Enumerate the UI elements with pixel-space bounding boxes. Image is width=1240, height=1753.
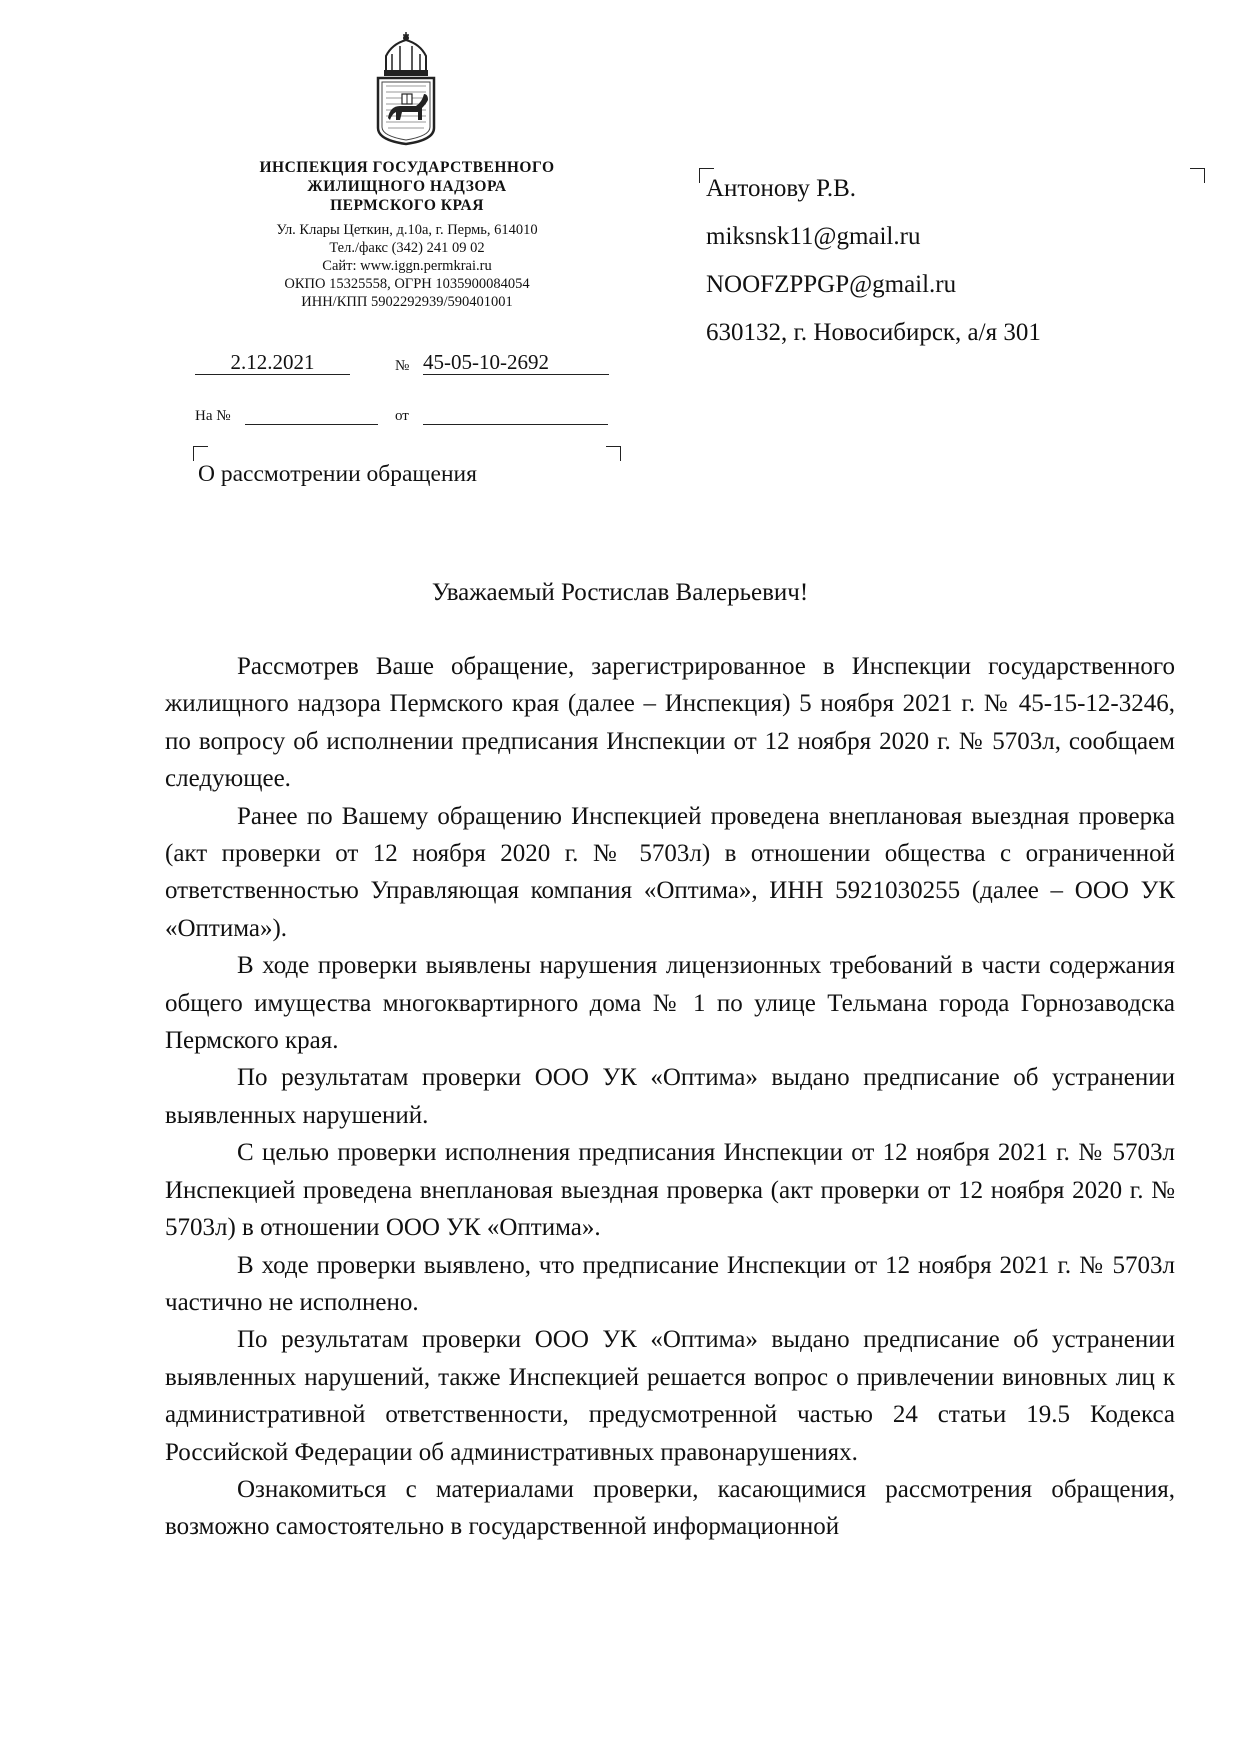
org-name-line: ЖИЛИЩНОГО НАДЗОРА	[307, 178, 507, 195]
reference-date-line	[423, 424, 608, 425]
addressee-email: NOOFZPPGP@gmail.ru	[706, 271, 957, 298]
addressee-email: miksnsk11@gmail.ru	[706, 223, 921, 250]
org-inn: ИНН/КПП 5902292939/590401001	[301, 294, 513, 310]
addressee-block	[706, 165, 1041, 357]
body-paragraph: Ознакомиться с материалами проверки, касающимися рассмотрения обращения, возможно самостоятельно в государственной информационной	[165, 1475, 1175, 1541]
registration-number: 45-05-10-2692	[423, 350, 609, 375]
body-paragraph: По результатам проверки ООО УК «Оптима» выдано предписание об устранении выявленных нарушений.	[165, 1064, 1175, 1129]
body-paragraph: В ходе проверки выявлены нарушения лицензионных требований в части содержания общего имущества многоквартирного дома № 1 по улице Тельмана города Горнозаводска Пермского края.	[165, 952, 1175, 1055]
subject-corner-left	[193, 446, 208, 461]
reference-from-label: от	[395, 408, 409, 424]
org-name-line: ИНСПЕКЦИЯ ГОСУДАРСТВЕННОГО	[259, 159, 555, 176]
reference-number-line	[245, 424, 378, 425]
org-site: Сайт: www.iggn.permkrai.ru	[322, 258, 492, 274]
body-paragraph: В ходе проверки выявлено, что предписание Инспекции от 12 ноября 2021 г. № 5703л частично не исполнено.	[165, 1251, 1175, 1316]
subject-corner-right	[606, 446, 621, 461]
addressee-postal-address: 630132, г. Новосибирск, а/я 301	[706, 319, 1041, 346]
reference-row	[195, 408, 615, 430]
registration-date: 2.12.2021	[195, 350, 350, 375]
body-paragraph: По результатам проверки ООО УК «Оптима» выдано предписание об устранении выявленных нарушений, также Инспекцией решается вопрос о привлечении виновных лиц к административной ответственности, предусмотренной частью 24 статьи 19.5 Кодекса Российской Федерации об административных правонарушениях.	[165, 1326, 1175, 1466]
org-okpo: ОКПО 15325558, ОГРН 1035900084054	[284, 276, 530, 292]
addressee-name: Антонову Р.В.	[706, 175, 857, 202]
letter-subject: О рассмотрении обращения	[198, 461, 477, 487]
body-paragraph: Рассмотрев Ваше обращение, зарегистрированное в Инспекции государственного жилищного надзора Пермского края (далее – Инспекция) 5 ноября 2021 г. № 45-15-12-3246, по вопросу об исполнении предписания Инспекции от 12 ноября 2020 г. № 5703л, сообщаем следующее.	[165, 653, 1175, 793]
org-name-line: ПЕРМСКОГО КРАЯ	[330, 197, 484, 214]
letter-body	[165, 648, 1175, 1546]
sender-organization	[192, 158, 622, 311]
addressee-corner-right	[1190, 168, 1205, 183]
body-paragraph: Ранее по Вашему обращению Инспекцией проведена внеплановая выездная проверка (акт проверки от 12 ноября 2020 г. № 5703л) в отношении общества с ограниченной ответственностью Управляющая компания «Оптима», ИНН 5921030255 (далее – ООО УК «Оптима»).	[165, 802, 1175, 942]
coat-of-arms-emblem	[372, 32, 440, 146]
registration-row	[195, 350, 625, 380]
reference-number-label: На №	[195, 408, 231, 424]
org-address: Ул. Клары Цеткин, д.10а, г. Пермь, 614010	[276, 222, 538, 238]
salutation: Уважаемый Ростислав Валерьевич!	[431, 579, 809, 606]
body-paragraph: С целью проверки исполнения предписания Инспекции от 12 ноября 2021 г. № 5703л Инспекцией проведена внеплановая выездная проверка (акт проверки от 12 ноября 2020 г. № 5703л) в отношении ООО УК «Оптима».	[165, 1139, 1175, 1242]
org-phone: Тел./факс (342) 241 09 02	[329, 240, 485, 256]
registration-number-label: №	[395, 358, 410, 374]
